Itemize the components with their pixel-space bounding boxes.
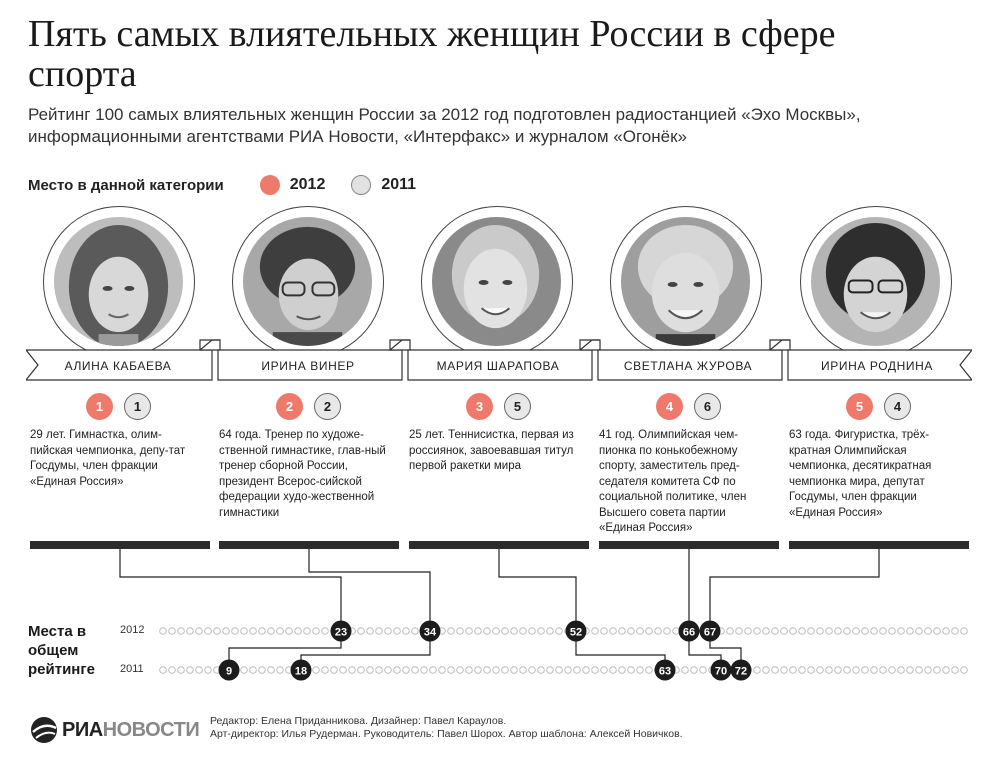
page-subtitle: Рейтинг 100 самых влиятельных женщин России за 2012 год подготовлен радиостанцией «Эхо Москвы», информационными агентствами РИА Новости, «Интерфакс» и журналом «Огонёк»	[28, 105, 861, 146]
place-2012-marker	[420, 621, 441, 642]
rank-2011-badge: 6	[694, 393, 721, 420]
overall-rating-label: Места в общем рейтинге	[28, 623, 95, 678]
person-name: ИРИНА ВИНЕР	[261, 359, 355, 373]
place-marker-label: 34	[423, 626, 437, 639]
credits	[210, 715, 683, 741]
place-marker-label: 67	[703, 626, 717, 639]
place-2012-marker	[700, 621, 721, 642]
rank-2012-badge: 2	[276, 393, 303, 420]
legend-2012-label: 2012	[289, 176, 326, 193]
legend-label: Место в данной категории	[28, 176, 224, 194]
place-marker-label: 72	[734, 665, 748, 678]
legend-2011-label: 2011	[381, 176, 417, 193]
rank-2011-badge: 2	[314, 393, 341, 420]
place-marker-label: 9	[225, 665, 233, 678]
rank-2011-badge: 4	[884, 393, 911, 420]
place-2012-marker	[566, 621, 587, 642]
rank-2011-badge: 5	[504, 393, 531, 420]
place-marker-label: 18	[294, 665, 308, 678]
person-description: 64 года. Тренер по художе-ственной гимнастике, глав-ный тренер сборной России, президент Всерос-сийской федерации худо-жественной гимнастики	[219, 429, 386, 519]
rank-2012-badge: 1	[86, 393, 113, 420]
place-2011-marker	[655, 660, 676, 681]
person-description: 25 лет. Теннисистка, первая из россиянок, завоевавшая титул первой ракетки мира	[409, 429, 574, 472]
logo-ria-text: РИА	[62, 718, 103, 741]
credits-line: Редактор: Елена Приданникова. Дизайнер: Павел Караулов.	[210, 715, 507, 727]
person-description: 63 года. Фигуристка, трёх-кратная Олимпийская чемпионка, десятикратная чемпионка мира, депутат Госдумы, член фракции «Единая Россия»	[789, 429, 932, 519]
logo-novosti-text: НОВОСТИ	[102, 718, 200, 741]
place-marker-label: 63	[658, 665, 672, 678]
ria-novosti-logo	[30, 716, 199, 744]
person-description: 41 год. Олимпийская чем-пионка по конькобежному спорту, заместитель пред-седателя комитета СФ по социальной политике, член Высшего совета партии «Единая Россия»	[599, 429, 747, 534]
rank-2012-badge: 3	[466, 393, 493, 420]
place-2012-marker	[679, 621, 700, 642]
person-name: АЛИНА КАБАЕВА	[64, 359, 172, 373]
place-2012-marker	[331, 621, 352, 642]
globe-icon	[30, 716, 58, 744]
place-2011-marker	[731, 660, 752, 681]
rank-2012-badge: 5	[846, 393, 873, 420]
rank-2012-badge: 4	[656, 393, 683, 420]
person-name: СВЕТЛАНА ЖУРОВА	[623, 359, 753, 373]
person-description: 29 лет. Гимнастка, олим-пийская чемпионка, депу-тат Госдумы, член фракции «Единая Россия»	[30, 429, 186, 488]
place-2011-marker	[291, 660, 312, 681]
place-2011-marker	[711, 660, 732, 681]
rank-2011-badge: 1	[124, 393, 151, 420]
place-marker-label: 70	[714, 665, 728, 678]
credits-line: Арт-директор: Илья Рудерман. Руководитель: Павел Шорох. Автор шаблона: Алексей Новичков.	[210, 728, 683, 740]
place-marker-label: 23	[334, 626, 348, 639]
page-title: Пять самых влиятельных женщин России в сфере спорта	[28, 13, 836, 95]
place-marker-label: 52	[569, 626, 583, 639]
row-year-2011: 2011	[120, 663, 144, 675]
person-name: МАРИЯ ШАРАПОВА	[436, 359, 560, 373]
place-2011-marker	[219, 660, 240, 681]
place-marker-label: 66	[682, 626, 696, 639]
person-name: ИРИНА РОДНИНА	[821, 359, 933, 373]
row-year-2012: 2012	[120, 624, 145, 636]
